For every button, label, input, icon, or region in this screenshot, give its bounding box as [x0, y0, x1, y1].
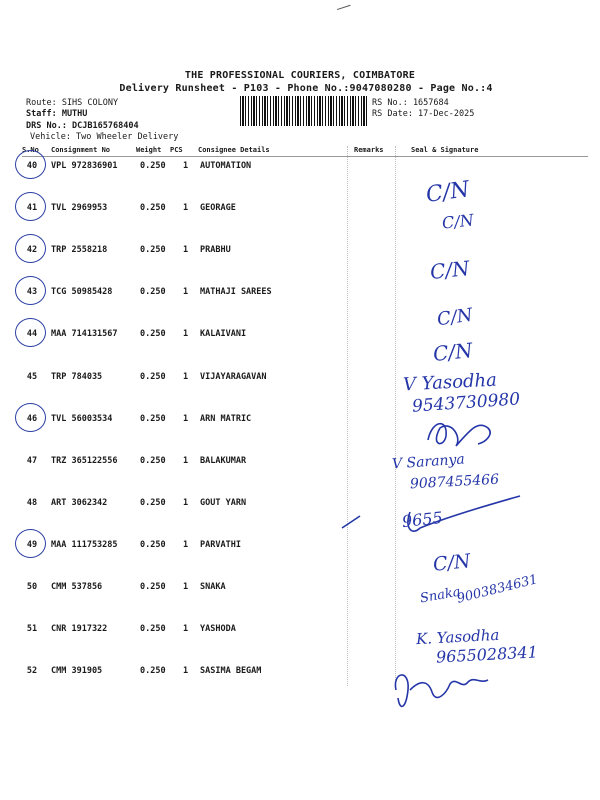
handwritten-signature: C/N	[435, 304, 474, 331]
scribble-signature-52	[395, 675, 488, 706]
handwritten-signature: 9087455466	[409, 471, 500, 493]
pieces: 1	[183, 203, 189, 214]
consignee-name: VIJAYARAGAVAN	[200, 371, 267, 382]
consignee-name: PARVATHI	[200, 539, 241, 550]
consignment-no: TVL 2969953	[51, 203, 108, 214]
handwritten-signature: C/N	[441, 210, 475, 233]
col-remarks: Remarks	[354, 146, 384, 154]
consignee-name: MATHAJI SAREES	[200, 287, 272, 298]
handwritten-signature: K. Yasodha	[415, 625, 500, 649]
pieces: 1	[183, 245, 189, 256]
row-sno: 47	[26, 455, 38, 466]
row-sno: 51	[26, 624, 38, 635]
pieces: 1	[183, 624, 189, 635]
handwritten-signature: C/N	[424, 177, 472, 208]
row-sno: 50	[26, 582, 38, 592]
weight: 0.250	[140, 666, 166, 677]
handwritten-signature: 9655	[401, 507, 444, 532]
consignee-name: BALAKUMAR	[200, 455, 247, 466]
handwritten-signature: C/N	[431, 550, 472, 576]
consignee-name: SASIMA BEGAM	[200, 666, 262, 677]
pieces: 1	[183, 287, 189, 298]
row-sno: 43	[26, 287, 38, 298]
pieces: 1	[183, 413, 189, 424]
row-sno: 40	[26, 161, 38, 171]
staff-label: Staff: MUTHU	[26, 109, 88, 119]
handwritten-signature: C/N	[431, 337, 474, 367]
consignee-name: YASHODA	[200, 624, 236, 635]
consignee-name: GEORAGE	[200, 203, 236, 214]
col-pcs: PCS	[170, 146, 183, 154]
consignment-no: ART 3062342	[51, 497, 108, 508]
rs-date: RS Date: 17-Dec-2025	[372, 109, 475, 119]
consignment-no: CMM 537856	[51, 582, 103, 592]
handwritten-signature: 9655028341	[435, 642, 539, 667]
pieces: 1	[183, 582, 189, 592]
handwritten-signature: 9543730980	[411, 389, 521, 417]
pieces: 1	[183, 666, 189, 677]
pieces: 1	[183, 161, 189, 171]
scribble-signature-46	[428, 424, 490, 446]
col-weight: Weight	[136, 146, 162, 154]
row-sno: 49	[26, 539, 38, 550]
weight: 0.250	[140, 582, 166, 592]
col-seal: Seal & Signature	[411, 146, 479, 154]
pen-stroke	[342, 516, 360, 528]
pieces: 1	[183, 497, 189, 508]
runsheet-title: Delivery Runsheet - P103 - Phone No.:9047080280 - Page No.:4	[119, 83, 493, 94]
row-sno: 41	[26, 203, 38, 214]
row-sno: 48	[26, 497, 38, 508]
consignment-no: TRP 2558218	[51, 245, 108, 256]
consignment-no: MAA 714131567	[51, 329, 118, 340]
row-sno: 44	[26, 329, 38, 340]
consignment-no: MAA 111753285	[51, 539, 118, 550]
consignee-name: GOUT YARN	[200, 497, 247, 508]
weight: 0.250	[140, 329, 166, 340]
weight: 0.250	[140, 371, 166, 382]
pieces: 1	[183, 371, 189, 382]
consignee-name: SNAKA	[200, 582, 226, 592]
weight: 0.250	[140, 203, 166, 214]
consignment-no: TCG 50985428	[51, 287, 113, 298]
consignment-no: VPL 972836901	[51, 161, 118, 171]
col-sno: S.No	[22, 146, 39, 154]
scribble-signature-48	[408, 496, 520, 531]
pieces: 1	[183, 455, 189, 466]
consignee-name: KALAIVANI	[200, 329, 247, 340]
weight: 0.250	[140, 497, 166, 508]
weight: 0.250	[140, 539, 166, 550]
handwritten-signature: C/N	[428, 255, 471, 285]
pieces: 1	[183, 329, 189, 340]
pieces: 1	[183, 539, 189, 550]
row-sno: 52	[26, 666, 38, 677]
handwritten-signature: V Saranya	[391, 451, 466, 473]
route-label: Route: SIHS COLONY	[26, 98, 119, 108]
weight: 0.250	[140, 413, 166, 424]
consignment-no: TVL 56003534	[51, 413, 113, 424]
rs-number: RS No.: 1657684	[372, 98, 449, 108]
handwritten-signature: Snaka	[419, 584, 462, 607]
consignee-name: ARN MATRIC	[200, 413, 252, 424]
consignment-no: CNR 1917322	[51, 624, 108, 635]
row-sno: 45	[26, 371, 38, 382]
weight: 0.250	[140, 245, 166, 256]
handwritten-signature: 9003834631	[455, 572, 540, 607]
col-consignment: Consignment No	[51, 146, 111, 154]
consignment-no: TRP 784035	[51, 371, 103, 382]
row-sno: 42	[26, 245, 38, 256]
drs-label: DRS No.: DCJB165768404	[26, 121, 139, 131]
col-consignee: Consignee Details	[198, 146, 270, 154]
consignee-name: AUTOMATION	[200, 161, 252, 171]
weight: 0.250	[140, 624, 166, 635]
weight: 0.250	[140, 455, 166, 466]
weight: 0.250	[140, 287, 166, 298]
row-sno: 46	[26, 413, 38, 424]
consignment-no: CMM 391905	[51, 666, 103, 677]
weight: 0.250	[140, 161, 166, 171]
vehicle-label: Vehicle: Two Wheeler Delivery	[30, 132, 179, 142]
consignment-no: TRZ 365122556	[51, 455, 118, 466]
handwritten-signature: V Yasodha	[402, 369, 498, 396]
consignee-name: PRABHU	[200, 245, 231, 256]
company-name: THE PROFESSIONAL COURIERS, COIMBATORE	[184, 70, 416, 81]
